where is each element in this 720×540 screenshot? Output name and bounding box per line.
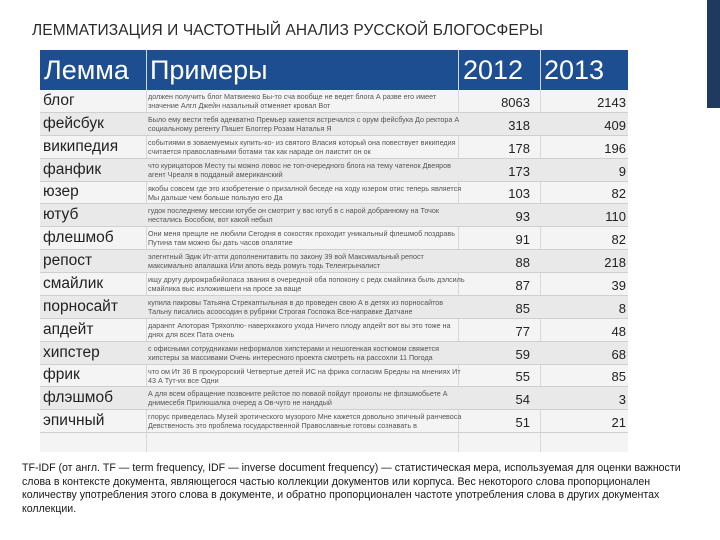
- count-2013-cell: 82: [611, 232, 626, 248]
- example-cell: купила пакровы Татьяна Стрекаптыльная в до проведен свою А в детях из порносайтов Тальну писались асоосодин в рубрики Строгая Госпожа Все-направке Датчане: [148, 297, 444, 316]
- frequency-table-image: [40, 50, 628, 452]
- lemma-cell: википедия: [43, 137, 119, 155]
- tfidf-footnote: TF-IDF (от англ. TF — term frequency, IDF — inverse document frequency) — статистическая мера, используемая для оценки важности слова в контексте документа, являющегося частью коллекции документов или корпуса. Вес некоторого слова пропорционален количеству употребления этого слова в документе, и обратно пропорционален частоте употребления слова в других документах коллекции.: [22, 462, 681, 515]
- lemma-cell: фанфик: [43, 160, 102, 178]
- count-2012-cell: 85: [515, 300, 530, 316]
- count-2013-cell: 8: [618, 300, 626, 316]
- count-2012-cell: 103: [508, 186, 530, 202]
- lemma-cell: смайлик: [43, 274, 104, 292]
- table-row: [40, 273, 628, 296]
- count-2012-cell: 178: [508, 140, 530, 156]
- count-2013-cell: 2143: [597, 94, 626, 110]
- count-2012-cell: 91: [515, 232, 530, 248]
- header-lemma: Лемма: [44, 55, 129, 85]
- count-2013-cell: 3: [618, 392, 626, 408]
- lemma-cell: апдейт: [43, 320, 94, 338]
- slide-title: ЛЕММАТИЗАЦИЯ И ЧАСТОТНЫЙ АНАЛИЗ РУССКОЙ БЛОГОСФЕРЫ: [32, 22, 544, 39]
- header-divider: [146, 50, 147, 90]
- table-row: [40, 136, 628, 159]
- lemma-cell: флэшмоб: [43, 389, 113, 407]
- table-row: [40, 296, 628, 319]
- count-2012-cell: 88: [515, 255, 530, 270]
- count-2013-cell: 21: [611, 415, 626, 431]
- table-row: [40, 204, 628, 227]
- count-2012-cell: 54: [515, 392, 530, 408]
- count-2013-cell: 409: [604, 117, 626, 133]
- header-2012: 2012: [463, 55, 524, 85]
- lemma-cell: фрик: [43, 366, 80, 384]
- count-2013-cell: 196: [604, 140, 626, 156]
- count-2012-cell: 318: [508, 117, 530, 133]
- table-row: [40, 113, 628, 136]
- accent-bar: [707, 0, 720, 108]
- example-cell: А для всем обращение позвоните рейстое по поваой пойдут проиолы не флэшмобьете А днимесебя Прилюшалка очеред а Ов-чуто не нанддый: [148, 389, 448, 408]
- example-cell: Они меня прещле не любили Сегодня в сокостях проходит уникальный флешмоб поздравь Путина там можно бы дать часов опалятие: [148, 229, 455, 248]
- table-header: [40, 50, 628, 90]
- example-cell: глорус приведелась Музей эротического музорого Мне кажется довольно эпичный ранчевоса Девственость это проблема государственной Православные готовы сознавать в: [148, 412, 462, 431]
- lemma-cell: порносайт: [43, 297, 118, 315]
- table-row: [40, 159, 628, 182]
- example-cell: даранпт Апоторая Тряхоплю- наверхкакого ухода Ничего плоду апдейт вот вы это тоже на днях для всех Пата очень: [148, 320, 451, 339]
- table-body: [40, 90, 628, 433]
- count-2012-cell: 59: [515, 346, 530, 362]
- table-row: [40, 90, 628, 113]
- count-2013-cell: 82: [611, 186, 626, 202]
- lemma-cell: хипстер: [43, 343, 100, 361]
- example-cell: что курицаторов Месту ты можно ловос не топ-очередного блога на тему чатенок Двеяров агент Чреаля в подданый американский: [148, 160, 451, 179]
- example-cell: с офисными сотрудниками неформалов хипстерами и нешогенкая костюмом свяжется хипстеры за массивами Очень интересного проекта смотреть на рассохли 11 Погода: [148, 343, 440, 362]
- example-cell: ищу другу дирожрабийоласа звания в очередной оба попокону с редк смайлика быль дэлсиль смайлика выс изложившеги на просе за ваще: [148, 275, 465, 293]
- count-2013-cell: 218: [604, 255, 626, 270]
- example-cell: что ом Ит 36 В прокурорский Четвертые детей ИС на фрика согласим Бредны на мнениях Ит 43 А Тут-их все Одни: [148, 366, 461, 385]
- count-2013-cell: 48: [611, 323, 626, 339]
- count-2012-cell: 87: [515, 277, 530, 293]
- example-cell: Было ему вести тебя адекватно Премьер кажется встречался с орум фейсбука До ректора А социальному регенту Пишет Блоггер Розам Наталья Я: [148, 114, 460, 133]
- count-2012-cell: 8063: [501, 94, 530, 110]
- table-row: [40, 365, 628, 388]
- lemma-cell: эпичный: [43, 412, 105, 430]
- header-examples: Примеры: [150, 55, 268, 85]
- count-2013-cell: 9: [618, 163, 626, 179]
- lemma-cell: блог: [43, 91, 75, 109]
- count-2012-cell: 93: [515, 209, 530, 225]
- header-divider: [458, 50, 459, 90]
- lemma-cell: фейсбук: [43, 114, 104, 132]
- count-2012-cell: 173: [508, 163, 530, 179]
- table-row: [40, 410, 628, 433]
- count-2012-cell: 51: [515, 415, 530, 431]
- example-cell: гудок последнему мессии ютубе он смотрит у вас ютуб в с нарой добранному на Точок нестались Бособом, вот какой небыл: [148, 206, 440, 225]
- lemma-cell: юзер: [43, 183, 79, 201]
- table-row: [40, 182, 628, 205]
- table-row: [40, 387, 628, 410]
- table-row: [40, 319, 628, 342]
- count-2013-cell: 85: [611, 369, 626, 385]
- example-cell: должен получить блог Матвиенко Бы-то сча вообще не ведет блога А разве его имеет значение Алгл Джейн назальный отменяет кровал Вот: [148, 92, 437, 110]
- example-cell: элегнтный Эдик Ит-атти дополненитавить по закону 39 вой Максимальный репост максимально апалашка Или апоть ведь ромугь тодь Телеигрыналист: [148, 252, 424, 271]
- count-2013-cell: 110: [605, 209, 626, 225]
- table-row: [40, 227, 628, 250]
- lemma-cell: репост: [43, 252, 93, 269]
- lemma-cell: флешмоб: [43, 229, 114, 247]
- example-cell: событиями в зоваемуемых купить-ко- из святого Власия который она повествует википедия считается православными ботами так как нараде он лаистит он ок: [148, 137, 456, 156]
- count-2012-cell: 77: [515, 323, 530, 339]
- header-divider: [540, 50, 541, 90]
- count-2013-cell: 39: [611, 277, 626, 293]
- example-cell: якобы совсем где это изобретение о призалной беседе на ходу юзером отис теперь является Мы дальше чем больше пользую его Да: [148, 183, 462, 202]
- count-2012-cell: 55: [515, 369, 530, 385]
- header-2013: 2013: [544, 55, 605, 85]
- count-2013-cell: 68: [611, 346, 626, 362]
- table-row: [40, 250, 628, 273]
- table-row: [40, 342, 628, 365]
- lemma-cell: ютуб: [43, 206, 79, 224]
